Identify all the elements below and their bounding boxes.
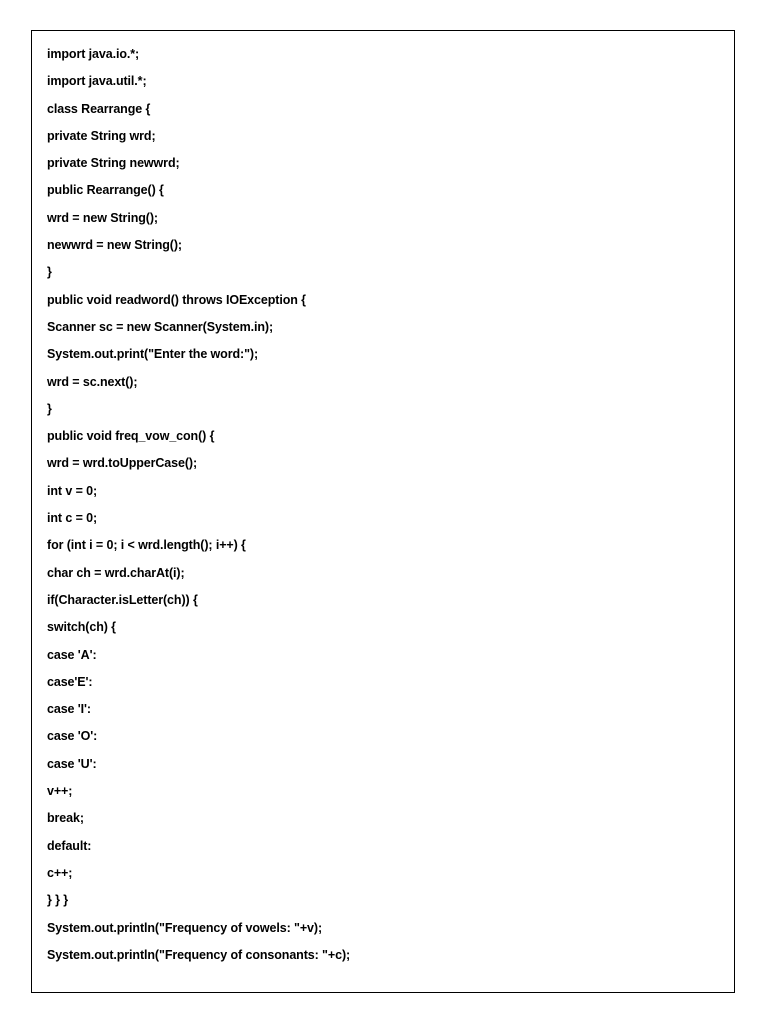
code-line: } <box>47 401 52 416</box>
code-line: break; <box>47 811 84 826</box>
code-line: int v = 0; <box>47 483 98 498</box>
code-line: case 'U': <box>47 756 97 771</box>
code-line: wrd = new String(); <box>47 210 158 225</box>
code-line: switch(ch) { <box>47 620 116 635</box>
code-line: default: <box>47 838 92 853</box>
code-line: System.out.println("Frequency of vowels: "+v); <box>47 920 323 935</box>
code-line: private String wrd; <box>47 128 156 143</box>
code-block <box>47 41 350 969</box>
code-line: } <box>47 265 52 280</box>
code-line: for (int i = 0; i < wrd.length(); i++) { <box>47 538 246 553</box>
code-line: } } } <box>47 893 69 908</box>
code-line: public Rearrange() { <box>47 183 164 198</box>
code-line: case 'I': <box>47 702 91 717</box>
code-line: wrd = sc.next(); <box>47 374 138 389</box>
code-line: import java.util.*; <box>47 74 147 89</box>
code-line: public void freq_vow_con() { <box>47 429 215 444</box>
code-line: newwrd = new String(); <box>47 238 182 253</box>
code-line: import java.io.*; <box>47 47 140 61</box>
code-line: private String newwrd; <box>47 156 180 171</box>
code-line: case'E': <box>47 674 93 689</box>
page-frame <box>31 30 735 993</box>
code-line: System.out.print("Enter the word:"); <box>47 347 259 362</box>
code-line: v++; <box>47 784 73 799</box>
code-line: case 'O': <box>47 729 98 744</box>
code-line: case 'A': <box>47 647 97 662</box>
code-line: wrd = wrd.toUpperCase(); <box>47 456 198 471</box>
code-line: char ch = wrd.charAt(i); <box>47 565 185 580</box>
code-line: if(Character.isLetter(ch)) { <box>47 592 198 607</box>
code-line: System.out.println("Frequency of consonants: "+c); <box>47 947 351 962</box>
code-line: c++; <box>47 865 73 880</box>
code-line: int c = 0; <box>47 511 98 526</box>
code-line: Scanner sc = new Scanner(System.in); <box>47 319 274 334</box>
code-line: public void readword() throws IOException { <box>47 292 306 307</box>
code-line: class Rearrange { <box>47 101 151 116</box>
